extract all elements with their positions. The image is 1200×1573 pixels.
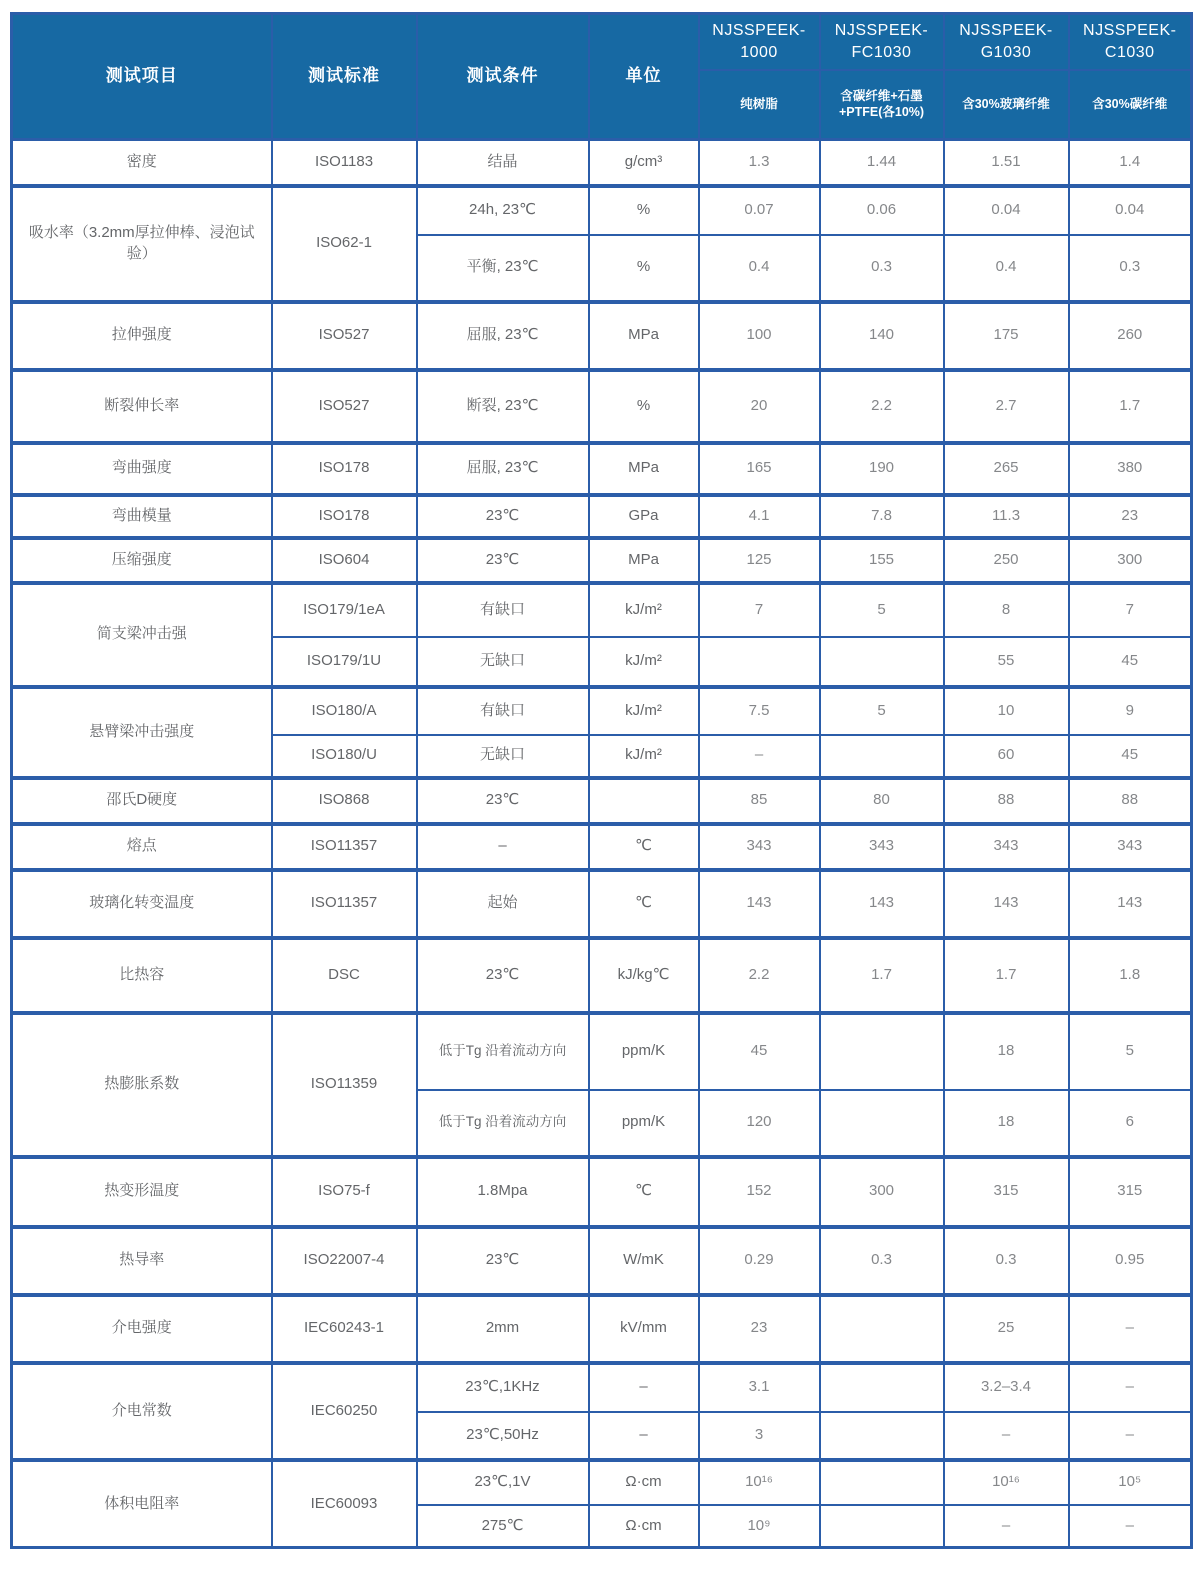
value-cell: 0.04 bbox=[944, 186, 1069, 235]
value-cell: 2.2 bbox=[820, 370, 944, 443]
property-cell: 热膨胀系数 bbox=[12, 1013, 272, 1157]
property-cell: 玻璃化转变温度 bbox=[12, 870, 272, 938]
condition-cell: 23℃,1V bbox=[417, 1460, 589, 1505]
table-row bbox=[12, 140, 1192, 186]
table-row bbox=[12, 186, 1192, 235]
condition-cell: 23℃ bbox=[417, 538, 589, 583]
unit-cell: GPa bbox=[589, 495, 699, 538]
value-cell: 143 bbox=[699, 870, 820, 938]
value-cell: 125 bbox=[699, 538, 820, 583]
table-row bbox=[12, 370, 1192, 443]
value-cell: 155 bbox=[820, 538, 944, 583]
value-cell bbox=[820, 1460, 944, 1505]
value-cell: 10¹⁶ bbox=[944, 1460, 1069, 1505]
value-cell: 7 bbox=[699, 583, 820, 637]
value-cell: – bbox=[1069, 1363, 1192, 1412]
unit-cell: % bbox=[589, 186, 699, 235]
value-cell: 2.7 bbox=[944, 370, 1069, 443]
table-row bbox=[12, 1013, 1192, 1090]
table-row bbox=[12, 1157, 1192, 1227]
standard-cell: ISO1183 bbox=[272, 140, 417, 186]
value-cell: 1.3 bbox=[699, 140, 820, 186]
value-cell: 190 bbox=[820, 443, 944, 495]
condition-cell: 23℃,50Hz bbox=[417, 1412, 589, 1460]
table-row bbox=[12, 687, 1192, 735]
value-cell: 10¹⁶ bbox=[699, 1460, 820, 1505]
value-cell bbox=[820, 1090, 944, 1157]
properties-table bbox=[10, 12, 1193, 1549]
value-cell: – bbox=[944, 1505, 1069, 1548]
unit-cell: % bbox=[589, 370, 699, 443]
property-cell: 邵氏D硬度 bbox=[12, 778, 272, 824]
value-cell: 7.5 bbox=[699, 687, 820, 735]
standard-cell: ISO527 bbox=[272, 370, 417, 443]
value-cell: 7.8 bbox=[820, 495, 944, 538]
condition-cell: 23℃ bbox=[417, 495, 589, 538]
unit-cell: ppm/K bbox=[589, 1013, 699, 1090]
value-cell: 1.8 bbox=[1069, 938, 1192, 1013]
value-cell: – bbox=[944, 1412, 1069, 1460]
value-cell: 1.7 bbox=[1069, 370, 1192, 443]
product-desc-1000: 纯树脂 bbox=[699, 70, 820, 140]
value-cell: 300 bbox=[1069, 538, 1192, 583]
value-cell: 300 bbox=[820, 1157, 944, 1227]
value-cell: 18 bbox=[944, 1090, 1069, 1157]
value-cell: 343 bbox=[944, 824, 1069, 870]
property-cell: 介电常数 bbox=[12, 1363, 272, 1460]
value-cell: 0.95 bbox=[1069, 1227, 1192, 1295]
value-cell: 152 bbox=[699, 1157, 820, 1227]
product-desc-c1030: 含30%碳纤维 bbox=[1069, 70, 1192, 140]
property-cell: 介电强度 bbox=[12, 1295, 272, 1363]
value-cell bbox=[820, 637, 944, 687]
table-row bbox=[12, 1460, 1192, 1505]
standard-cell: ISO178 bbox=[272, 495, 417, 538]
table-row bbox=[12, 938, 1192, 1013]
value-cell: 265 bbox=[944, 443, 1069, 495]
standard-cell: ISO11357 bbox=[272, 824, 417, 870]
property-cell: 拉伸强度 bbox=[12, 302, 272, 370]
value-cell: 0.4 bbox=[944, 235, 1069, 302]
condition-cell: 低于Tg 沿着流动方向 bbox=[417, 1013, 589, 1090]
standard-cell: ISO22007-4 bbox=[272, 1227, 417, 1295]
value-cell bbox=[820, 1363, 944, 1412]
value-cell: 2.2 bbox=[699, 938, 820, 1013]
unit-cell: kJ/m² bbox=[589, 687, 699, 735]
unit-cell: kJ/m² bbox=[589, 735, 699, 778]
value-cell: 343 bbox=[820, 824, 944, 870]
standard-cell: ISO62-1 bbox=[272, 186, 417, 302]
value-cell: 0.3 bbox=[820, 1227, 944, 1295]
condition-cell: 无缺口 bbox=[417, 637, 589, 687]
value-cell: 143 bbox=[820, 870, 944, 938]
value-cell: 315 bbox=[1069, 1157, 1192, 1227]
condition-cell: 23℃ bbox=[417, 778, 589, 824]
value-cell: 1.4 bbox=[1069, 140, 1192, 186]
value-cell: 25 bbox=[944, 1295, 1069, 1363]
standard-cell: ISO180/A bbox=[272, 687, 417, 735]
condition-cell: 有缺口 bbox=[417, 687, 589, 735]
value-cell: 380 bbox=[1069, 443, 1192, 495]
value-cell: – bbox=[1069, 1505, 1192, 1548]
value-cell: 0.04 bbox=[1069, 186, 1192, 235]
value-cell: 1.51 bbox=[944, 140, 1069, 186]
property-cell: 熔点 bbox=[12, 824, 272, 870]
value-cell: 45 bbox=[1069, 735, 1192, 778]
value-cell bbox=[820, 1505, 944, 1548]
value-cell: 0.3 bbox=[820, 235, 944, 302]
value-cell: – bbox=[1069, 1412, 1192, 1460]
value-cell: 1.7 bbox=[944, 938, 1069, 1013]
value-cell: – bbox=[1069, 1295, 1192, 1363]
standard-cell: ISO11359 bbox=[272, 1013, 417, 1157]
condition-cell: 1.8Mpa bbox=[417, 1157, 589, 1227]
value-cell: 18 bbox=[944, 1013, 1069, 1090]
value-cell: 100 bbox=[699, 302, 820, 370]
value-cell: 88 bbox=[944, 778, 1069, 824]
unit-cell: Ω·cm bbox=[589, 1505, 699, 1548]
property-cell: 吸水率（3.2mm厚拉伸棒、浸泡试验） bbox=[12, 186, 272, 302]
unit-cell bbox=[589, 778, 699, 824]
unit-cell: kJ/m² bbox=[589, 583, 699, 637]
standard-cell: ISO180/U bbox=[272, 735, 417, 778]
value-cell: 175 bbox=[944, 302, 1069, 370]
standard-cell: ISO604 bbox=[272, 538, 417, 583]
value-cell: 20 bbox=[699, 370, 820, 443]
table-row bbox=[12, 824, 1192, 870]
unit-cell: % bbox=[589, 235, 699, 302]
unit-cell: ℃ bbox=[589, 824, 699, 870]
value-cell: 80 bbox=[820, 778, 944, 824]
table-row bbox=[12, 583, 1192, 637]
standard-cell: IEC60243-1 bbox=[272, 1295, 417, 1363]
value-cell: 5 bbox=[1069, 1013, 1192, 1090]
value-cell: 10⁵ bbox=[1069, 1460, 1192, 1505]
value-cell: 1.44 bbox=[820, 140, 944, 186]
col-header-condition: 测试条件 bbox=[417, 14, 589, 140]
value-cell: 0.4 bbox=[699, 235, 820, 302]
unit-cell: ppm/K bbox=[589, 1090, 699, 1157]
condition-cell: 24h, 23℃ bbox=[417, 186, 589, 235]
unit-cell: MPa bbox=[589, 302, 699, 370]
condition-cell: 低于Tg 沿着流动方向 bbox=[417, 1090, 589, 1157]
table-row bbox=[12, 302, 1192, 370]
col-header-standard: 测试标准 bbox=[272, 14, 417, 140]
value-cell bbox=[820, 1295, 944, 1363]
condition-cell: 屈服, 23℃ bbox=[417, 443, 589, 495]
unit-cell: MPa bbox=[589, 538, 699, 583]
property-cell: 悬臂梁冲击强度 bbox=[12, 687, 272, 778]
condition-cell: 2mm bbox=[417, 1295, 589, 1363]
value-cell bbox=[820, 1412, 944, 1460]
value-cell: 1.7 bbox=[820, 938, 944, 1013]
table-row bbox=[12, 870, 1192, 938]
unit-cell: kV/mm bbox=[589, 1295, 699, 1363]
value-cell: 23 bbox=[699, 1295, 820, 1363]
condition-cell: 275℃ bbox=[417, 1505, 589, 1548]
value-cell: 11.3 bbox=[944, 495, 1069, 538]
value-cell bbox=[820, 1013, 944, 1090]
unit-cell: MPa bbox=[589, 443, 699, 495]
condition-cell: 23℃ bbox=[417, 938, 589, 1013]
standard-cell: DSC bbox=[272, 938, 417, 1013]
value-cell: 45 bbox=[699, 1013, 820, 1090]
value-cell: 343 bbox=[1069, 824, 1192, 870]
unit-cell: g/cm³ bbox=[589, 140, 699, 186]
unit-cell: kJ/m² bbox=[589, 637, 699, 687]
value-cell: 9 bbox=[1069, 687, 1192, 735]
condition-cell: – bbox=[417, 824, 589, 870]
property-cell: 热导率 bbox=[12, 1227, 272, 1295]
product-desc-fc1030: 含碳纤维+石墨+PTFE(各10%) bbox=[820, 70, 944, 140]
value-cell: 10 bbox=[944, 687, 1069, 735]
unit-cell: – bbox=[589, 1363, 699, 1412]
condition-cell: 有缺口 bbox=[417, 583, 589, 637]
unit-cell: ℃ bbox=[589, 1157, 699, 1227]
unit-cell: – bbox=[589, 1412, 699, 1460]
value-cell: 3.2–3.4 bbox=[944, 1363, 1069, 1412]
property-cell: 比热容 bbox=[12, 938, 272, 1013]
value-cell: 4.1 bbox=[699, 495, 820, 538]
value-cell: 0.07 bbox=[699, 186, 820, 235]
table-row bbox=[12, 538, 1192, 583]
property-cell: 热变形温度 bbox=[12, 1157, 272, 1227]
standard-cell: ISO527 bbox=[272, 302, 417, 370]
property-cell: 密度 bbox=[12, 140, 272, 186]
standard-cell: ISO179/1U bbox=[272, 637, 417, 687]
col-header-unit: 单位 bbox=[589, 14, 699, 140]
value-cell: 6 bbox=[1069, 1090, 1192, 1157]
value-cell: 45 bbox=[1069, 637, 1192, 687]
value-cell: 23 bbox=[1069, 495, 1192, 538]
condition-cell: 屈服, 23℃ bbox=[417, 302, 589, 370]
condition-cell: 23℃,1KHz bbox=[417, 1363, 589, 1412]
property-cell: 体积电阻率 bbox=[12, 1460, 272, 1548]
header-row-models bbox=[12, 14, 1192, 70]
value-cell: 143 bbox=[944, 870, 1069, 938]
value-cell: 88 bbox=[1069, 778, 1192, 824]
table-row bbox=[12, 778, 1192, 824]
value-cell: 0.29 bbox=[699, 1227, 820, 1295]
value-cell: 10⁹ bbox=[699, 1505, 820, 1548]
value-cell bbox=[820, 735, 944, 778]
value-cell: 7 bbox=[1069, 583, 1192, 637]
table-row bbox=[12, 1227, 1192, 1295]
condition-cell: 23℃ bbox=[417, 1227, 589, 1295]
product-name-fc1030: NJSSPEEK-FC1030 bbox=[820, 14, 944, 70]
standard-cell: IEC60093 bbox=[272, 1460, 417, 1548]
product-name-c1030: NJSSPEEK-C1030 bbox=[1069, 14, 1192, 70]
value-cell: 165 bbox=[699, 443, 820, 495]
table-header bbox=[12, 14, 1192, 140]
value-cell: 3 bbox=[699, 1412, 820, 1460]
value-cell bbox=[699, 637, 820, 687]
product-name-g1030: NJSSPEEK-G1030 bbox=[944, 14, 1069, 70]
table-row bbox=[12, 495, 1192, 538]
standard-cell: ISO868 bbox=[272, 778, 417, 824]
value-cell: 60 bbox=[944, 735, 1069, 778]
col-header-test-item: 测试项目 bbox=[12, 14, 272, 140]
standard-cell: ISO11357 bbox=[272, 870, 417, 938]
value-cell: 5 bbox=[820, 583, 944, 637]
value-cell: 0.06 bbox=[820, 186, 944, 235]
condition-cell: 平衡, 23℃ bbox=[417, 235, 589, 302]
value-cell: 143 bbox=[1069, 870, 1192, 938]
standard-cell: ISO179/1eA bbox=[272, 583, 417, 637]
table-row bbox=[12, 1295, 1192, 1363]
condition-cell: 起始 bbox=[417, 870, 589, 938]
standard-cell: ISO75-f bbox=[272, 1157, 417, 1227]
value-cell: 3.1 bbox=[699, 1363, 820, 1412]
value-cell: 85 bbox=[699, 778, 820, 824]
value-cell: 260 bbox=[1069, 302, 1192, 370]
standard-cell: ISO178 bbox=[272, 443, 417, 495]
property-cell: 弯曲模量 bbox=[12, 495, 272, 538]
value-cell: 55 bbox=[944, 637, 1069, 687]
standard-cell: IEC60250 bbox=[272, 1363, 417, 1460]
product-desc-g1030: 含30%玻璃纤维 bbox=[944, 70, 1069, 140]
table-row bbox=[12, 443, 1192, 495]
value-cell: 8 bbox=[944, 583, 1069, 637]
table-row bbox=[12, 1363, 1192, 1412]
unit-cell: ℃ bbox=[589, 870, 699, 938]
value-cell: 343 bbox=[699, 824, 820, 870]
value-cell: 140 bbox=[820, 302, 944, 370]
unit-cell: kJ/kg℃ bbox=[589, 938, 699, 1013]
condition-cell: 结晶 bbox=[417, 140, 589, 186]
value-cell: 0.3 bbox=[1069, 235, 1192, 302]
value-cell: 250 bbox=[944, 538, 1069, 583]
property-cell: 弯曲强度 bbox=[12, 443, 272, 495]
unit-cell: W/mK bbox=[589, 1227, 699, 1295]
value-cell: 315 bbox=[944, 1157, 1069, 1227]
value-cell: – bbox=[699, 735, 820, 778]
product-name-1000: NJSSPEEK-1000 bbox=[699, 14, 820, 70]
value-cell: 5 bbox=[820, 687, 944, 735]
property-cell: 简支梁冲击强 bbox=[12, 583, 272, 687]
property-cell: 断裂伸长率 bbox=[12, 370, 272, 443]
unit-cell: Ω·cm bbox=[589, 1460, 699, 1505]
value-cell: 120 bbox=[699, 1090, 820, 1157]
property-cell: 压缩强度 bbox=[12, 538, 272, 583]
condition-cell: 无缺口 bbox=[417, 735, 589, 778]
value-cell: 0.3 bbox=[944, 1227, 1069, 1295]
condition-cell: 断裂, 23℃ bbox=[417, 370, 589, 443]
